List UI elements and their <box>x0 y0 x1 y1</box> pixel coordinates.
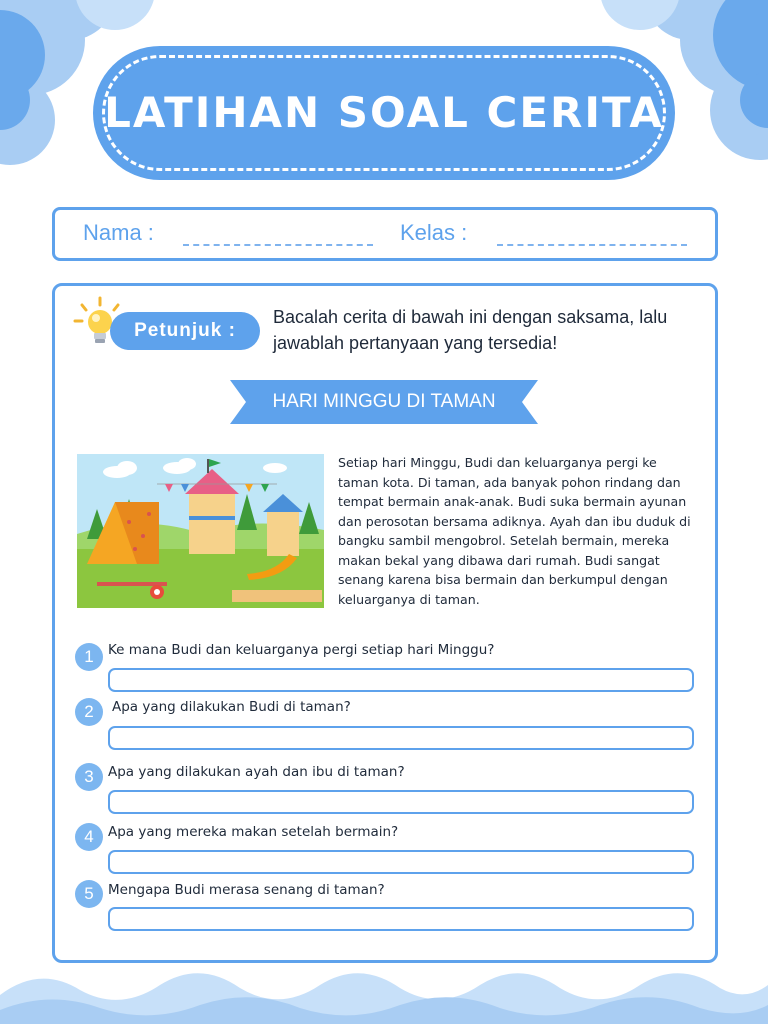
class-label: Kelas : <box>400 220 468 245</box>
story-title: HARI MINGGU DI TAMAN <box>272 391 496 412</box>
student-info-bar <box>52 207 718 261</box>
question-text: Apa yang dilakukan ayah dan ibu di taman? <box>108 764 405 780</box>
answer-field-2[interactable] <box>108 726 694 750</box>
question-number: 1 <box>75 643 103 671</box>
question-text: Ke mana Budi dan keluarganya pergi setiap hari Minggu? <box>108 642 495 658</box>
question-number: 4 <box>75 823 103 851</box>
answer-field-3[interactable] <box>108 790 694 814</box>
class-field[interactable] <box>497 244 687 246</box>
instruction-label: Petunjuk : <box>110 312 260 350</box>
name-field[interactable] <box>183 244 373 246</box>
question-text: Apa yang dilakukan Budi di taman? <box>112 699 351 715</box>
instruction-text: Bacalah cerita di bawah ini dengan saksama, lalu jawablah pertanyaan yang tersedia! <box>273 307 668 353</box>
answer-field-4[interactable] <box>108 850 694 874</box>
page-title: LATIHAN SOAL CERITA <box>104 88 664 137</box>
playground-illustration <box>77 454 324 608</box>
answer-field-5[interactable] <box>108 907 694 931</box>
answer-field-1[interactable] <box>108 668 694 692</box>
question-text: Mengapa Budi merasa senang di taman? <box>108 882 385 898</box>
question-number: 5 <box>75 880 103 908</box>
story-text: Setiap hari Minggu, Budi dan keluarganya pergi ke taman kota. Di taman, ada banyak pohon rindang dan tempat bermain anak-anak. Budi suka bermain ayunan dan perosotan bersama adiknya. Ayah dan ibu duduk di bangku sambil mengobrol. Setelah bermain, mereka makan bekal yang dibawa dari rumah. Budi sangat senang karena bisa bermain dan berkumpul dengan keluarganya di taman. <box>338 455 691 607</box>
name-label: Nama : <box>83 220 154 245</box>
question-text: Apa yang mereka makan setelah bermain? <box>108 824 399 840</box>
question-number: 3 <box>75 763 103 791</box>
question-number: 2 <box>75 698 103 726</box>
